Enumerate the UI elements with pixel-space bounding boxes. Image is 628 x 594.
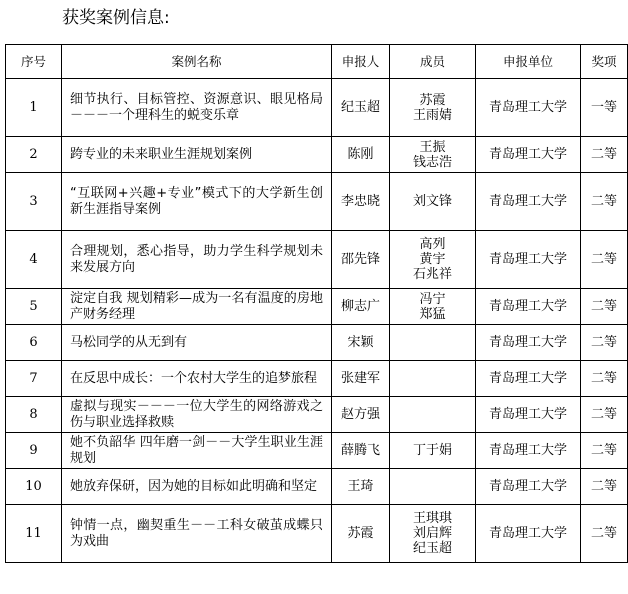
table-row: [6, 137, 628, 173]
member-name: 刘文锋: [412, 194, 452, 209]
row-members: [390, 173, 476, 231]
case-title: 她放弃保研，因为她的目标如此明确和坚定: [70, 478, 318, 494]
row-members: [390, 397, 476, 433]
row-index: 8: [6, 397, 62, 433]
row-award: 二等: [581, 137, 628, 173]
row-award: 一等: [581, 79, 628, 137]
row-reporter: 王琦: [332, 469, 390, 505]
row-members: [390, 79, 476, 137]
case-title: 跨专业的未来职业生涯规划案例: [70, 146, 253, 162]
member-name: 黄宇: [419, 252, 446, 267]
case-title: 在反思中成长：一个农村大学生的追梦旅程: [70, 370, 318, 386]
member-name: 石兆祥: [412, 267, 452, 282]
member-name: 钱志浩: [412, 154, 452, 170]
row-index: 1: [6, 79, 62, 137]
row-reporter: 张建军: [332, 361, 390, 397]
row-case-name: [62, 289, 332, 325]
row-unit: 青岛理工大学: [476, 433, 581, 469]
page-heading: 获奖案例信息:: [62, 8, 170, 28]
row-case-name: [62, 79, 332, 137]
row-unit: 青岛理工大学: [476, 173, 581, 231]
member-name: 高列: [419, 237, 446, 252]
row-index: 11: [6, 505, 62, 563]
header-award: 奖项: [581, 45, 628, 79]
row-unit: 青岛理工大学: [476, 231, 581, 289]
row-case-name: [62, 231, 332, 289]
member-name: 纪玉超: [412, 541, 452, 556]
row-index: 7: [6, 361, 62, 397]
row-award: 二等: [581, 173, 628, 231]
row-unit: 青岛理工大学: [476, 79, 581, 137]
table-row: [6, 397, 628, 433]
awards-table: [5, 44, 628, 563]
row-case-name: [62, 137, 332, 173]
header-unit: 申报单位: [476, 45, 581, 79]
row-index: 3: [6, 173, 62, 231]
row-case-name: [62, 325, 332, 361]
table-body: [6, 79, 628, 563]
row-members: [390, 289, 476, 325]
header-case-name: 案例名称: [62, 45, 332, 79]
row-index: 2: [6, 137, 62, 173]
member-name: 苏霞: [419, 92, 446, 108]
table-row: [6, 173, 628, 231]
row-award: 二等: [581, 397, 628, 433]
row-index: 4: [6, 231, 62, 289]
row-unit: 青岛理工大学: [476, 289, 581, 325]
row-reporter: 宋颖: [332, 325, 390, 361]
table-row: [6, 325, 628, 361]
row-reporter: 柳志广: [332, 289, 390, 325]
row-case-name: [62, 397, 332, 433]
row-case-name: [62, 469, 332, 505]
case-title: 她不负韶华 四年磨一剑－－大学生职业生涯规划: [70, 434, 323, 466]
table-header-row: [6, 45, 628, 79]
case-title: 虚拟与现实－－－一位大学生的网络游戏之伤与职业选择救赎: [70, 398, 323, 430]
row-reporter: 赵方强: [332, 397, 390, 433]
row-case-name: [62, 173, 332, 231]
row-members: [390, 325, 476, 361]
member-name: 冯宁: [419, 291, 446, 307]
row-unit: 青岛理工大学: [476, 361, 581, 397]
row-members: [390, 137, 476, 173]
row-members: [390, 505, 476, 563]
table-row: [6, 505, 628, 563]
member-name: 王琪琪: [412, 511, 452, 526]
row-unit: 青岛理工大学: [476, 137, 581, 173]
row-unit: 青岛理工大学: [476, 469, 581, 505]
row-award: 二等: [581, 231, 628, 289]
row-award: 二等: [581, 361, 628, 397]
row-reporter: 纪玉超: [332, 79, 390, 137]
row-case-name: [62, 433, 332, 469]
row-unit: 青岛理工大学: [476, 397, 581, 433]
header-index: 序号: [6, 45, 62, 79]
row-members: [390, 231, 476, 289]
table-row: [6, 289, 628, 325]
row-case-name: [62, 361, 332, 397]
row-index: 10: [6, 469, 62, 505]
member-name: 刘启辉: [412, 526, 452, 541]
row-reporter: 李忠晓: [332, 173, 390, 231]
case-title: 马松同学的从无到有: [70, 334, 188, 350]
row-case-name: [62, 505, 332, 563]
table-row: [6, 79, 628, 137]
table-row: [6, 433, 628, 469]
case-title: 钟情一点，幽契重生－－工科女破茧成蝶只为戏曲: [70, 517, 323, 549]
row-award: 二等: [581, 469, 628, 505]
row-reporter: 苏霞: [332, 505, 390, 563]
case-title: 合理规划，悉心指导，助力学生科学规划未来发展方向: [70, 243, 323, 275]
row-index: 6: [6, 325, 62, 361]
member-name: 郑猛: [419, 306, 446, 322]
row-index: 9: [6, 433, 62, 469]
table-row: [6, 361, 628, 397]
row-members: [390, 469, 476, 505]
row-award: 二等: [581, 325, 628, 361]
member-name: 王雨婧: [412, 107, 452, 123]
row-unit: 青岛理工大学: [476, 505, 581, 563]
row-award: 二等: [581, 505, 628, 563]
member-name: 丁于娟: [412, 443, 452, 458]
row-award: 二等: [581, 433, 628, 469]
header-reporter: 申报人: [332, 45, 390, 79]
row-award: 二等: [581, 289, 628, 325]
member-name: 王振: [419, 139, 446, 155]
row-unit: 青岛理工大学: [476, 325, 581, 361]
row-reporter: 陈刚: [332, 137, 390, 173]
case-title: “互联网+兴趣+专业”模式下的大学新生创新生涯指导案例: [70, 185, 323, 217]
row-reporter: 薛腾飞: [332, 433, 390, 469]
case-title: 淀定自我 规划精彩—成为一名有温度的房地产财务经理: [70, 290, 323, 322]
case-title: 细节执行、目标管控、资源意识、眼见格局－－－一个理科生的蜕变乐章: [70, 91, 323, 123]
table-row: [6, 469, 628, 505]
table-row: [6, 231, 628, 289]
header-members: 成员: [390, 45, 476, 79]
row-reporter: 邵先锋: [332, 231, 390, 289]
row-index: 5: [6, 289, 62, 325]
row-members: [390, 433, 476, 469]
row-members: [390, 361, 476, 397]
